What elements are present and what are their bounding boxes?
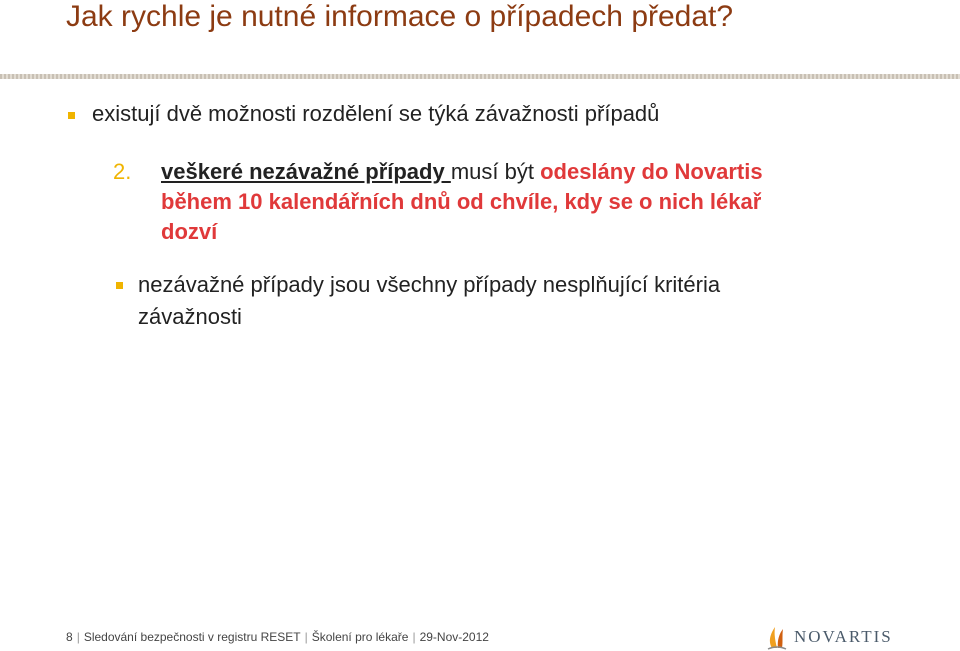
bullet-2-line-2: závažnosti: [138, 304, 242, 329]
footer: 8 | Sledování bezpečnosti v registru RESET | Školení pro lékaře | 29-Nov-2012: [66, 630, 489, 644]
novartis-logo: [766, 624, 893, 650]
bullet-2-line-1: nezávažné případy jsou všechny případy nesplňující kritéria: [138, 272, 721, 297]
title-divider: [0, 74, 960, 79]
item-2-line-3: dozví: [161, 219, 218, 244]
footer-date: 29-Nov-2012: [419, 630, 489, 644]
logo-text: NOVARTIS: [794, 627, 893, 646]
slide-title: Jak rychle je nutné informace o případech předat?: [66, 0, 734, 33]
item-2-normal: musí být: [450, 159, 541, 184]
novartis-flame-icon: [766, 624, 788, 650]
page-number: 8: [66, 630, 73, 644]
footer-course: Sledování bezpečnosti v registru RESET: [83, 630, 301, 644]
item-2-underlined: veškeré nezávažné případy: [161, 159, 451, 184]
item-2-line-2: během 10 kalendářních dnů od chvíle, kdy se o nich lékař: [161, 189, 762, 214]
bullet-square-icon: [68, 112, 75, 119]
bullet-1-text: existují dvě možnosti rozdělení se týká závažnosti případů: [92, 101, 660, 126]
bullet-square-icon: [116, 282, 123, 289]
footer-training: Školení pro lékaře: [311, 630, 409, 644]
item-2-number: 2.: [113, 159, 132, 184]
item-2-line-1: [161, 157, 763, 187]
item-2-red-1: odeslány do Novartis: [540, 159, 763, 184]
